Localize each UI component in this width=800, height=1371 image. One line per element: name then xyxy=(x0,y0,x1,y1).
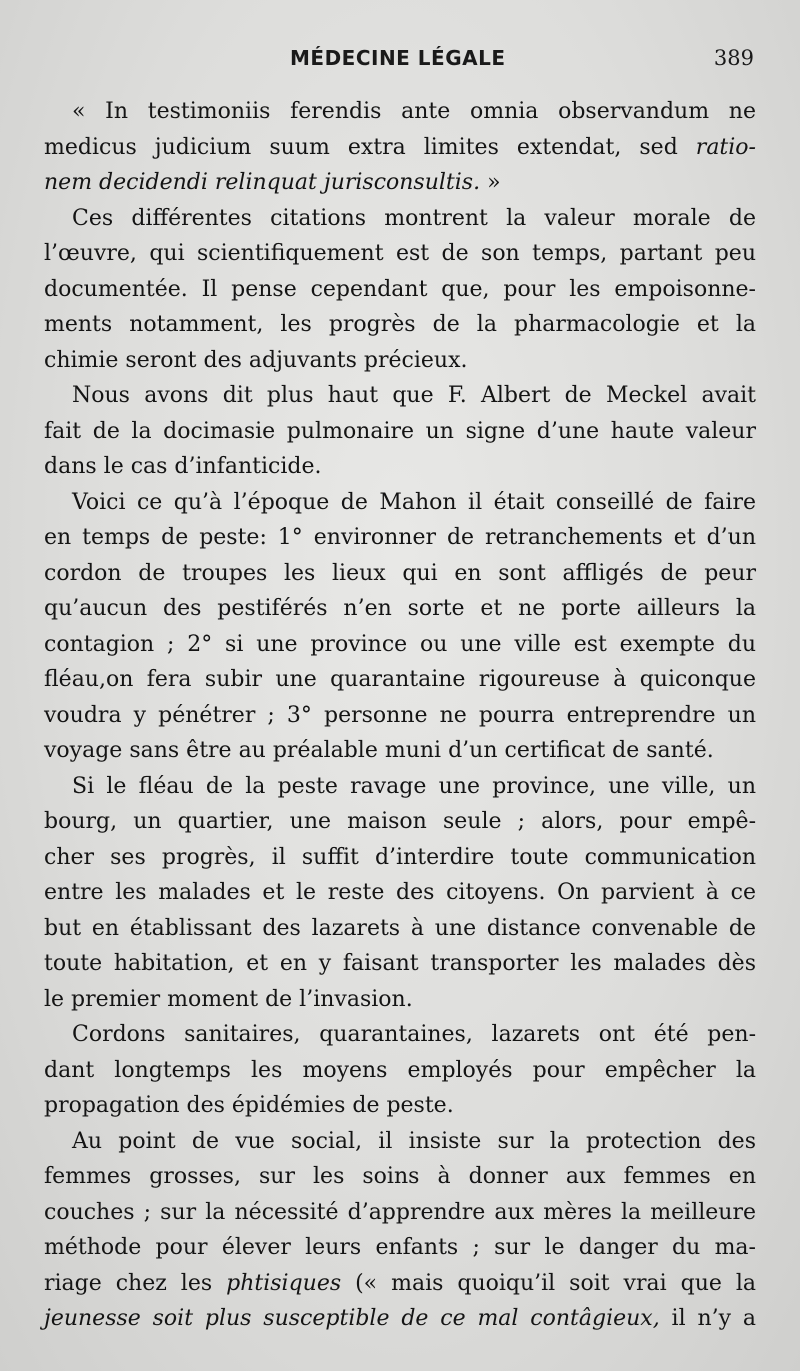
line-text: documentée. Il pense cependant que, pour les empoisonne- xyxy=(44,276,756,302)
line-text: bourg, un quartier, une maison seule ; alors, pour empê- xyxy=(44,809,756,834)
line-text-tail: (« mais quoiqu’il soit vrai que la xyxy=(341,1270,756,1296)
line-text: toute habitation, et en y faisant transporter les malades dès xyxy=(44,951,756,976)
line-text-tail: » xyxy=(480,170,501,195)
text-line xyxy=(44,840,756,876)
line-text: voudra y pénétrer ; 3° personne ne pourra entreprendre un xyxy=(44,702,756,728)
line-text: entre les malades et le reste des citoyens. On parvient à ce xyxy=(44,880,756,905)
text-line xyxy=(44,236,756,272)
line-text: Nous avons dit plus haut que F. Albert de Meckel avait xyxy=(72,383,756,408)
text-line xyxy=(44,875,756,911)
line-text: chimie seront des adjuvants précieux. xyxy=(44,347,468,373)
line-text: voyage sans être au préalable muni d’un certificat de santé. xyxy=(44,738,714,763)
line-text: fléau,on fera subir une quarantaine rigoureuse à quiconque xyxy=(44,667,756,692)
text-line xyxy=(44,343,756,379)
text-line xyxy=(44,982,756,1018)
line-text: cordon de troupes les lieux qui en sont affligés de peur xyxy=(44,560,756,586)
text-line xyxy=(44,591,756,627)
text-line xyxy=(44,1301,756,1337)
line-text: fait de la docimasie pulmonaire un signe d’une haute valeur xyxy=(44,418,756,444)
text-line xyxy=(44,165,756,201)
line-text: medicus judicium suum extra limites extendat, sed xyxy=(44,134,696,160)
line-text: qu’aucun des pestiférés n’en sorte et ne porte ailleurs la xyxy=(44,596,756,621)
text-line xyxy=(44,698,756,734)
text-line xyxy=(44,1159,756,1195)
line-text: « In testimoniis ferendis ante omnia observandum ne xyxy=(72,99,756,124)
text-line xyxy=(44,733,756,769)
line-text: couches ; sur la nécessité d’apprendre aux mères la meilleure xyxy=(44,1199,756,1225)
text-line xyxy=(44,414,756,450)
line-text: cher ses progrès, il suffit d’interdire toute communication xyxy=(44,844,756,870)
text-line xyxy=(44,1266,756,1302)
text-line xyxy=(44,1124,756,1160)
text-line xyxy=(44,130,756,166)
line-text: riage chez les xyxy=(44,1270,227,1296)
line-text: Si le fléau de la peste ravage une province, une ville, un xyxy=(72,773,756,799)
text-line xyxy=(44,449,756,485)
text-line xyxy=(44,520,756,556)
line-italic-text: jeunesse soit plus susceptible de ce mal contâgieux, xyxy=(44,1306,660,1331)
line-text: propagation des épidémies de peste. xyxy=(44,1093,454,1118)
line-italic-text: phtisiques xyxy=(226,1270,342,1296)
line-italic-text: nem decidendi relinquat jurisconsultis. xyxy=(44,170,481,195)
line-text: ments notamment, les progrès de la pharmacologie et la xyxy=(44,312,756,337)
line-text: Au point de vue social, il insiste sur la protection des xyxy=(72,1128,756,1154)
line-text: l’œuvre, qui scientifiquement est de son temps, partant peu xyxy=(44,241,756,266)
text-line xyxy=(44,1088,756,1124)
line-text-tail: il n’y a xyxy=(659,1306,756,1331)
text-line xyxy=(44,1053,756,1089)
line-text: le premier moment de l’invasion. xyxy=(44,986,413,1012)
line-text: dans le cas d’infanticide. xyxy=(44,454,322,479)
text-line xyxy=(44,627,756,663)
page-number: 389 xyxy=(713,46,754,70)
text-line xyxy=(44,556,756,592)
line-text: Voici ce qu’à l’époque de Mahon il était conseillé de faire xyxy=(72,489,756,515)
line-italic-text: ratio- xyxy=(695,134,756,160)
line-text: but en établissant des lazarets à une distance convenable de xyxy=(44,915,756,941)
line-text: femmes grosses, sur les soins à donner aux femmes en xyxy=(44,1164,756,1189)
line-text: dant longtemps les moyens employés pour empêcher la xyxy=(44,1057,756,1083)
text-line xyxy=(44,769,756,805)
text-line xyxy=(44,1017,756,1053)
text-line xyxy=(44,201,756,237)
text-line xyxy=(44,946,756,982)
text-line xyxy=(44,378,756,414)
text-line xyxy=(44,804,756,840)
line-text: en temps de peste: 1° environner de retranchements et d’un xyxy=(44,525,756,550)
line-text: méthode pour élever leurs enfants ; sur le danger du ma- xyxy=(44,1235,756,1260)
text-line xyxy=(44,662,756,698)
text-line xyxy=(44,307,756,343)
line-text: contagion ; 2° si une province ou une ville est exempte du xyxy=(44,631,756,657)
body-text xyxy=(44,94,756,1337)
page-header xyxy=(0,46,800,76)
text-line xyxy=(44,94,756,130)
line-text: Ces différentes citations montrent la valeur morale de xyxy=(72,205,756,231)
text-line xyxy=(44,272,756,308)
text-line xyxy=(44,911,756,947)
running-title: MÉDECINE LÉGALE xyxy=(290,46,506,70)
line-text: Cordons sanitaires, quarantaines, lazarets ont été pen- xyxy=(72,1022,756,1047)
text-line xyxy=(44,485,756,521)
text-line xyxy=(44,1195,756,1231)
text-line xyxy=(44,1230,756,1266)
